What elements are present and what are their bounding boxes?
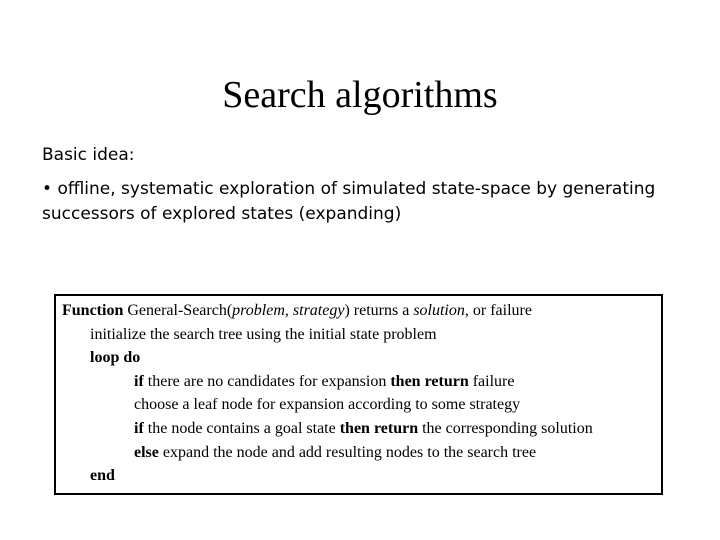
init-line: initialize the search tree using the initial state problem: [90, 325, 437, 343]
keyword-function: Function: [62, 302, 124, 319]
pseudocode-box: [54, 294, 663, 495]
intro-section: [42, 143, 682, 227]
keyword-if: if: [134, 372, 144, 390]
keyword-if: if: [134, 419, 144, 437]
keyword-else: else: [134, 443, 159, 461]
if-no-candidates-line: [62, 370, 661, 394]
returns-text: ) returns a: [344, 302, 414, 319]
slide-title: Search algorithms: [222, 74, 498, 116]
else-expand-line: [62, 441, 661, 465]
condition-text: the node contains a goal state: [143, 419, 340, 437]
intro-bullet: [42, 177, 682, 227]
keyword-then-return: then return: [339, 419, 419, 437]
condition-text: there are no candidates for expansion: [143, 372, 391, 390]
intro-heading: Basic idea:: [42, 145, 135, 165]
result-text: failure: [468, 372, 515, 390]
param-separator: ,: [284, 302, 293, 319]
function-name: General-Search(: [123, 302, 233, 319]
result-text: the corresponding solution: [418, 419, 593, 437]
function-header-line: [62, 299, 661, 323]
param-problem: problem: [232, 302, 285, 319]
param-strategy: strategy: [292, 302, 345, 319]
keyword-then-return: then return: [390, 372, 469, 390]
if-goal-state-line: [62, 417, 661, 441]
bullet-text: offline, systematic exploration of simulated state-space by generating successors of explored states (expanding): [42, 179, 656, 224]
loop-do-line: loop do: [90, 349, 141, 367]
bullet-marker: •: [42, 179, 53, 199]
expand-text: expand the node and add resulting nodes to the search tree: [158, 443, 537, 461]
return-solution: solution: [413, 302, 465, 319]
choose-leaf-line: choose a leaf node for expansion according to some strategy: [134, 396, 521, 414]
end-line: end: [90, 467, 115, 485]
return-failure: , or failure: [464, 302, 532, 319]
